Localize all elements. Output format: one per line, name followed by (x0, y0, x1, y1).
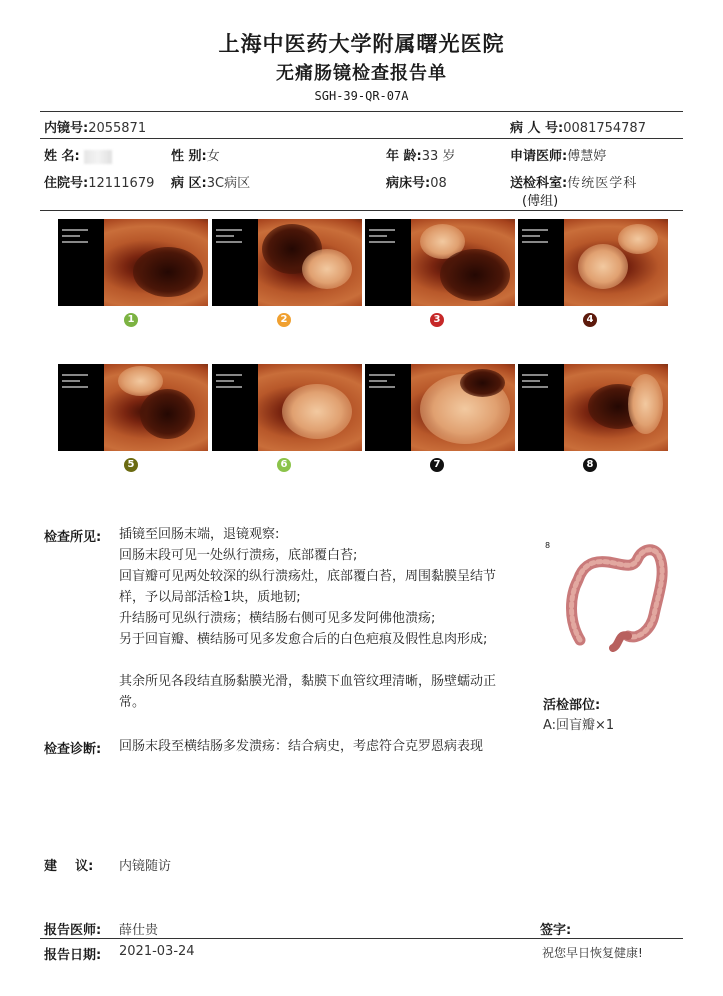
report-date-label: 报告日期: (44, 948, 102, 963)
findings-line-2: 回肠末段可见一处纵行溃疡，底部覆白苔; (119, 548, 358, 563)
patient-no-field (510, 117, 646, 136)
doctor-field (510, 145, 606, 164)
age-label: 年 龄: (386, 149, 422, 164)
endoscopy-image-6 (212, 364, 362, 451)
advice-text: 内镜随访 (119, 859, 172, 874)
endoscopy-image-2 (212, 219, 362, 306)
endo-no-field (44, 117, 146, 136)
biopsy-label: 活检部位: (543, 698, 601, 713)
doctor-label: 申请医师: (510, 149, 568, 164)
hospital-name: 上海中医药大学附属曙光医院 (218, 31, 505, 56)
image-number-3: 3 (430, 313, 444, 327)
image-number-5: 5 (124, 458, 138, 472)
age-field (386, 145, 455, 164)
findings-label: 检查所见: (44, 530, 102, 545)
dept-field (510, 172, 637, 191)
image-number-7: 7 (430, 458, 444, 472)
sex-label: 性 别: (171, 149, 207, 164)
divider (40, 138, 683, 139)
illustration-marker: 8 (545, 541, 551, 550)
findings-line-3: 回盲瓣可见两处较深的纵行溃疡灶，底部覆白苔，周围黏膜呈结节样，予以局部活检1块，质地韧; (119, 569, 497, 605)
signature-label: 签字: (540, 923, 572, 938)
image-number-1: 1 (124, 313, 138, 327)
report-date-field (44, 944, 101, 963)
name-label: 姓 名: (44, 149, 80, 164)
biopsy-value: A:回盲瓣×1 (543, 718, 615, 733)
endoscopy-image-4 (518, 219, 668, 306)
admission-field (44, 172, 154, 191)
age-value: 33 岁 (421, 149, 456, 164)
wish-text: 祝您早日恢复健康! (542, 946, 643, 960)
findings-line-1: 插镜至回肠末端，退镜观察: (119, 527, 280, 542)
redacted-name (84, 150, 112, 164)
endoscopy-image-5 (58, 364, 208, 451)
sex-field (171, 145, 220, 164)
patient-no-label: 病 人 号: (510, 121, 564, 136)
bed-value: 08 (430, 176, 447, 191)
report-date-value: 2021-03-24 (119, 944, 195, 959)
endoscopy-image-8 (518, 364, 668, 451)
colon-illustration (558, 540, 678, 652)
image-number-4: 4 (583, 313, 597, 327)
endo-no-value: 2055871 (88, 121, 147, 136)
ward-label: 病 区: (171, 176, 207, 191)
doctor-value: 傅慧婷 (567, 149, 607, 164)
dept-value: 传统医学科 (567, 176, 638, 191)
image-number-6: 6 (277, 458, 291, 472)
admission-value: 12111679 (88, 176, 155, 191)
admission-label: 住院号: (44, 176, 89, 191)
bed-field (386, 172, 447, 191)
patient-no-value: 0081754787 (563, 121, 646, 136)
image-number-2: 2 (277, 313, 291, 327)
endo-no-label: 内镜号: (44, 121, 89, 136)
report-doctor-value: 薛仕贵 (119, 923, 159, 938)
dept-label: 送检科室: (510, 176, 568, 191)
bed-label: 病床号: (386, 176, 431, 191)
dept-sub: (傅组) (522, 194, 559, 209)
endoscopy-image-3 (365, 219, 515, 306)
report-doctor-field (44, 919, 101, 938)
diagnosis-text: 回肠末段至横结肠多发溃疡：结合病史，考虑符合克罗恩病表现 (119, 739, 484, 754)
endoscopy-image-1 (58, 219, 208, 306)
ward-field (171, 172, 250, 191)
divider (40, 938, 683, 939)
name-field (44, 145, 112, 164)
findings-line-4: 升结肠可见纵行溃疡；横结肠右侧可见多发阿佛他溃疡; (119, 611, 436, 626)
advice-label: 建 议: (44, 859, 94, 874)
image-number-8: 8 (583, 458, 597, 472)
divider (40, 111, 683, 112)
findings-line-6: 其余所见各段结直肠黏膜光滑，黏膜下血管纹理清晰，肠壁蠕动正常。 (119, 674, 497, 710)
report-title: 无痛肠镜检查报告单 (276, 63, 447, 84)
findings-line-5: 另于回盲瓣、横结肠可见多发愈合后的白色疤痕及假性息肉形成; (119, 632, 488, 647)
form-code: SGH-39-QR-07A (314, 89, 409, 103)
report-doctor-label: 报告医师: (44, 923, 102, 938)
diagnosis-label: 检查诊断: (44, 742, 102, 757)
divider (40, 210, 683, 211)
sex-value: 女 (206, 149, 220, 164)
endoscopy-image-7 (365, 364, 515, 451)
ward-value: 3C病区 (206, 176, 251, 191)
